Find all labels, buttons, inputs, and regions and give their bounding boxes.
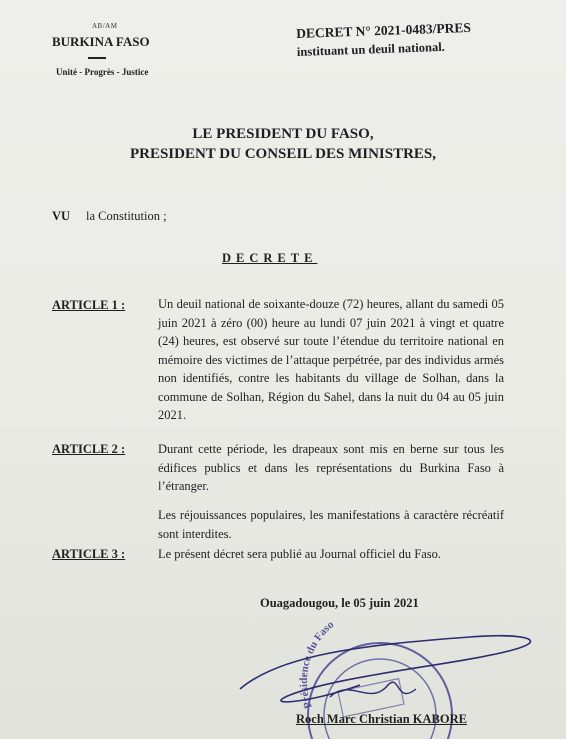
reference-initials: AB/AM <box>92 22 118 30</box>
stamp-text: Présidence du Faso <box>297 618 337 711</box>
decree-number: DECRET N° 2021-0483/PRES <box>296 19 472 41</box>
national-motto: Unité - Progrès - Justice <box>56 67 149 77</box>
president-title-2: PRESIDENT DU CONSEIL DES MINISTRES, <box>129 146 437 162</box>
country-name: BURKINA FASO <box>52 34 150 49</box>
article-3-label: ARTICLE 3 : <box>52 547 126 561</box>
article-2-paragraph-1: Durant cette période, les drapeaux sont mis en berne sur tous les édifices publics et dans les représentations du Burkina Faso à l’étranger. <box>158 442 504 493</box>
article-1-paragraph: Un deuil national de soixante-douze (72) heures, allant du samedi 05 juin 2021 à zéro (00) heure au lundi 07 juin 2021 à vingt et quatre (24) heures, est observé sur toute l’étendue du territoire national en mémoire des victimes de l’attaque perpétrée, par des individus armés non identifiés, contre les habitants du village de Solhan, dans la commune de Solhan, Région du Sahel, dans la nuit du 04 au 05 juin 2021. <box>158 297 504 422</box>
article-2-label: ARTICLE 2 : <box>52 442 126 456</box>
article-2-paragraph-2: Les réjouissances populaires, les manifestations à caractère récréatif sont interdites. <box>158 508 504 541</box>
signer-name: Roch Marc Christian KABORE <box>296 712 467 726</box>
signature-stroke <box>240 636 531 702</box>
vu-label: VU <box>52 209 71 223</box>
article-3-paragraph: Le présent décret sera publié au Journal officiel du Faso. <box>158 547 442 561</box>
president-title-1: LE PRESIDENT DU FASO, <box>192 126 374 142</box>
place-date: Ouagadougou, le 05 juin 2021 <box>260 596 419 610</box>
article-1-label: ARTICLE 1 : <box>52 298 126 312</box>
header-divider <box>88 57 106 59</box>
decree-header <box>296 20 472 60</box>
vu-text: la Constitution ; <box>86 209 167 223</box>
stamp-inner-ring <box>324 659 436 739</box>
decrete-heading: DECRETE <box>222 251 318 265</box>
decree-subject: instituant un deuil national. <box>296 39 446 59</box>
